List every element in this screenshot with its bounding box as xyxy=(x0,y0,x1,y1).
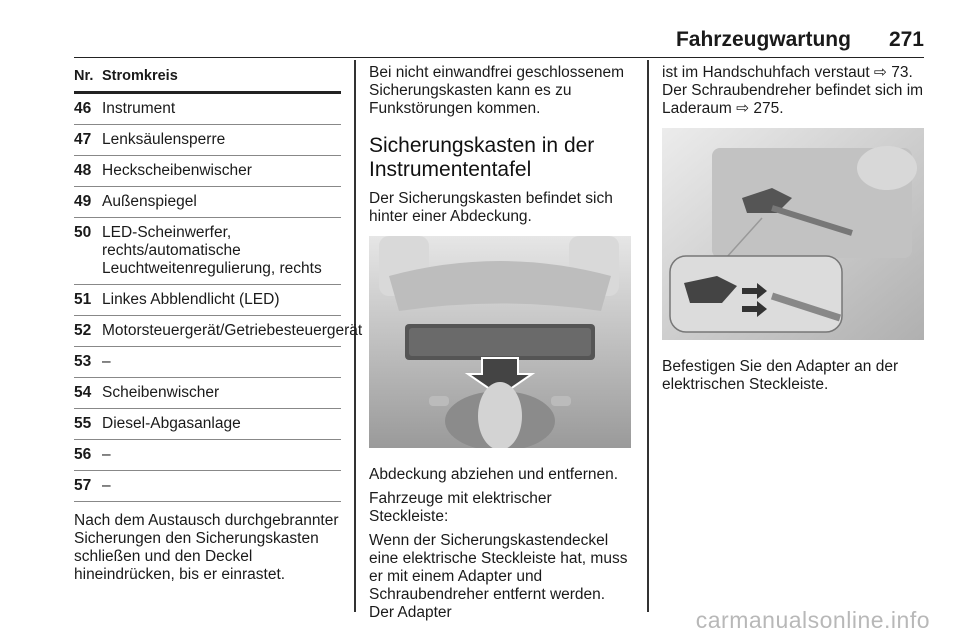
fuse-number: 48 xyxy=(74,162,92,179)
circuit-name: Lenksäulensperre xyxy=(102,131,226,148)
table-row xyxy=(74,125,341,156)
fuse-table-body xyxy=(74,94,363,502)
section-heading: Sicherungskasten in der Instrumententafel xyxy=(369,134,595,181)
fuse-number: 52 xyxy=(74,322,92,339)
column-divider xyxy=(647,60,649,612)
circuit-name: Scheibenwischer xyxy=(102,384,220,401)
fuse-number: 57 xyxy=(74,477,92,494)
electric-strip-heading: Fahrzeuge mit elektrischer Steckleiste: xyxy=(369,490,552,525)
figure-caption: Abdeckung abziehen und entfernen. xyxy=(369,466,619,483)
column-1 xyxy=(74,64,363,584)
fuse-number: 51 xyxy=(74,291,92,308)
fuse-number: 50 xyxy=(74,224,92,241)
circuit-name: – xyxy=(102,353,111,370)
table-row xyxy=(74,440,341,471)
fuse-table-header xyxy=(74,64,341,94)
page-header xyxy=(74,26,924,58)
column-2 xyxy=(369,64,633,628)
fuse-number: 46 xyxy=(74,100,92,117)
table-row xyxy=(74,409,341,440)
circuit-name: – xyxy=(102,446,111,463)
watermark: carmanualsonline.info xyxy=(695,607,930,633)
table-row xyxy=(74,187,341,218)
circuit-name: Instrument xyxy=(102,100,176,117)
circuit-name: Außenspiegel xyxy=(102,193,197,210)
circuit-name: – xyxy=(102,477,111,494)
table-row xyxy=(74,218,341,285)
circuit-name: Diesel-Abgasanlage xyxy=(102,415,241,432)
col1-paragraph: Nach dem Austausch durchgebrannter Sicherungen den Sicherungskasten schließen und den Deckel hineindrücken, bis er einrastet. xyxy=(74,512,339,583)
fuse-number: 49 xyxy=(74,193,92,210)
table-row xyxy=(74,347,341,378)
page-number: 271 xyxy=(888,28,924,51)
figure-caption: Befestigen Sie den Adapter an der elektrischen Steckleiste. xyxy=(662,358,899,393)
col-circuit-header: Stromkreis xyxy=(102,68,178,84)
table-row xyxy=(74,471,341,502)
circuit-name: Heckscheibenwischer xyxy=(102,162,252,179)
table-row xyxy=(74,316,363,347)
circuit-name: Linkes Abblendlicht (LED) xyxy=(102,291,280,308)
table-row xyxy=(74,156,341,187)
intro-paragraph: Bei nicht einwandfrei geschlossenem Sicherungskasten kann es zu Funkstörungen kommen. xyxy=(369,64,625,117)
instrument-panel-illustration xyxy=(369,236,631,448)
column-3 xyxy=(662,64,924,400)
fuse-number: 53 xyxy=(74,353,92,370)
table-row xyxy=(74,94,341,125)
storage-paragraph: ist im Handschuhfach verstaut ⇨ 73. Der Schraubendreher befindet sich im Laderaum ⇨ 275. xyxy=(662,64,924,117)
fuse-number: 47 xyxy=(74,131,92,148)
section-title: Fahrzeugwartung xyxy=(675,28,851,51)
location-paragraph: Der Sicherungskasten befindet sich hinter einer Abdeckung. xyxy=(369,190,613,225)
adapter-paragraph: Wenn der Sicherungskastendeckel eine elektrische Steckleiste hat, muss er mit einem Adapter und Schraubendreher entfernt werden. Der Adapter xyxy=(369,532,628,621)
circuit-name: LED-Scheinwerfer, rechts/automatische Leuchtweitenregulierung, rechts xyxy=(102,224,322,277)
table-row xyxy=(74,285,341,316)
table-row xyxy=(74,378,341,409)
adapter-illustration xyxy=(662,128,924,340)
fuse-number: 56 xyxy=(74,446,92,463)
circuit-name: Motorsteuergerät/Getriebesteuergerät xyxy=(102,322,363,339)
fuse-number: 55 xyxy=(74,415,92,432)
fuse-number: 54 xyxy=(74,384,92,401)
col-nr-header: Nr. xyxy=(74,68,94,84)
